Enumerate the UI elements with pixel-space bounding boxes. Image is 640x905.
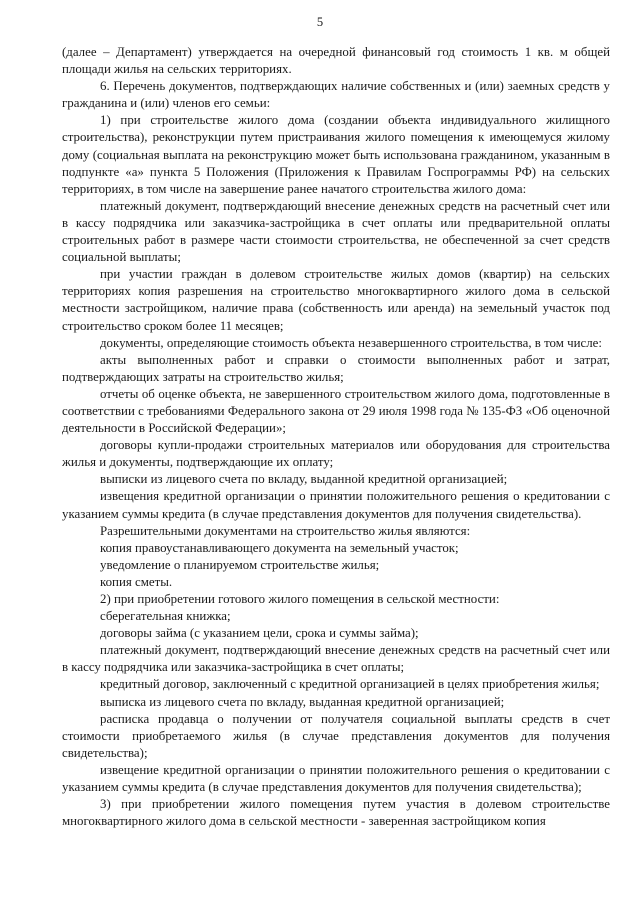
paragraph: платежный документ, подтверждающий внесение денежных средств на расчетный счет или в кассу подрядчика или заказчика-застройщика в счет оплаты; <box>62 643 610 675</box>
paragraph: копия сметы. <box>100 574 173 589</box>
paragraph: акты выполненных работ и справки о стоимости выполненных работ и затрат, подтверждающих затраты на строительство жилья; <box>62 352 610 384</box>
paragraph: сберегательная книжка; <box>100 609 231 624</box>
paragraph: копия правоустанавливающего документа на земельный участок; <box>100 540 459 555</box>
paragraph: 6. Перечень документов, подтверждающих наличие собственных и (или) заемных средств у гражданина и (или) членов его семьи: <box>62 79 610 111</box>
paragraph: 1) при строительстве жилого дома (создании объекта индивидуального жилищного строительства), реконструкции путем пристраивания жилого помещения к имеющемуся жилому дому (социальная выплата на реконструкцию может быть использована гражданином, указанным в подпункте «а» пункта 5 Положения (Приложения к Правилам Госпрограммы РФ) на сельских территориях, в том числе на завершение ранее начатого строительства жилого дома: <box>62 113 610 196</box>
document-body <box>62 44 610 830</box>
paragraph: договоры займа (с указанием цели, срока и суммы займа); <box>100 626 419 641</box>
paragraph: платежный документ, подтверждающий внесение денежных средств на расчетный счет или в кассу подрядчика или заказчика-застройщика в счет оплаты или предварительной оплаты строительных работ в размере части стоимости строительства, не обеспеченной за счет средств социальной выплаты; <box>62 198 610 265</box>
paragraph: выписки из лицевого счета по вкладу, выданной кредитной организацией; <box>100 472 508 487</box>
paragraph: Разрешительными документами на строительство жилья являются: <box>100 523 471 538</box>
paragraph: договоры купли-продажи строительных материалов или оборудования для строительства жилья и документы, подтверждающие их оплату; <box>62 438 610 470</box>
paragraph: расписка продавца о получении от получателя социальной выплаты средств в счет стоимости приобретаемого жилья (в случае представления документов для получения свидетельства); <box>62 711 610 760</box>
paragraph: при участии граждан в долевом строительстве жилых домов (квартир) на сельских территориях копия разрешения на строительство многоквартирного жилого дома в сельской местности застройщиком, наличие права (собственность или аренда) на земельный участок под строительство сроком более 11 месяцев; <box>62 267 610 333</box>
paragraph: извещение кредитной организации о принятии положительного решения о кредитовании с указанием суммы кредита (в случае представления документов для получения свидетельства); <box>62 762 610 795</box>
page-number: 5 <box>316 15 324 29</box>
paragraph: извещения кредитной организации о принятии положительного решения о кредитовании с указанием суммы кредита (в случае представления документов для получения свидетельства). <box>62 489 610 521</box>
paragraph: 3) при приобретении жилого помещения путем участия в долевом строительстве многоквартирного жилого дома в сельской местности - заверенная застройщиком копия <box>62 797 610 829</box>
paragraph: отчеты об оценке объекта, не завершенного строительством жилого дома, подготовленные в соответствии с требованиями Федерального закона от 29 июля 1998 года № 135-ФЗ «Об оценочной деятельности в Российской Федерации»; <box>62 386 610 436</box>
paragraph: 2) при приобретении готового жилого помещения в сельской местности: <box>100 592 500 606</box>
paragraph: выписка из лицевого счета по вкладу, выданная кредитной организацией; <box>100 694 505 709</box>
paragraph: кредитный договор, заключенный с кредитной организацией в целях приобретения жилья; <box>100 677 600 692</box>
paragraph: уведомление о планируемом строительстве жилья; <box>100 557 380 572</box>
paragraph: (далее – Департамент) утверждается на очередной финансовый год стоимость 1 кв. м общей площади жилья на сельских территориях. <box>62 45 610 77</box>
paragraph: документы, определяющие стоимость объекта незавершенного строительства, в том числе: <box>100 335 602 350</box>
